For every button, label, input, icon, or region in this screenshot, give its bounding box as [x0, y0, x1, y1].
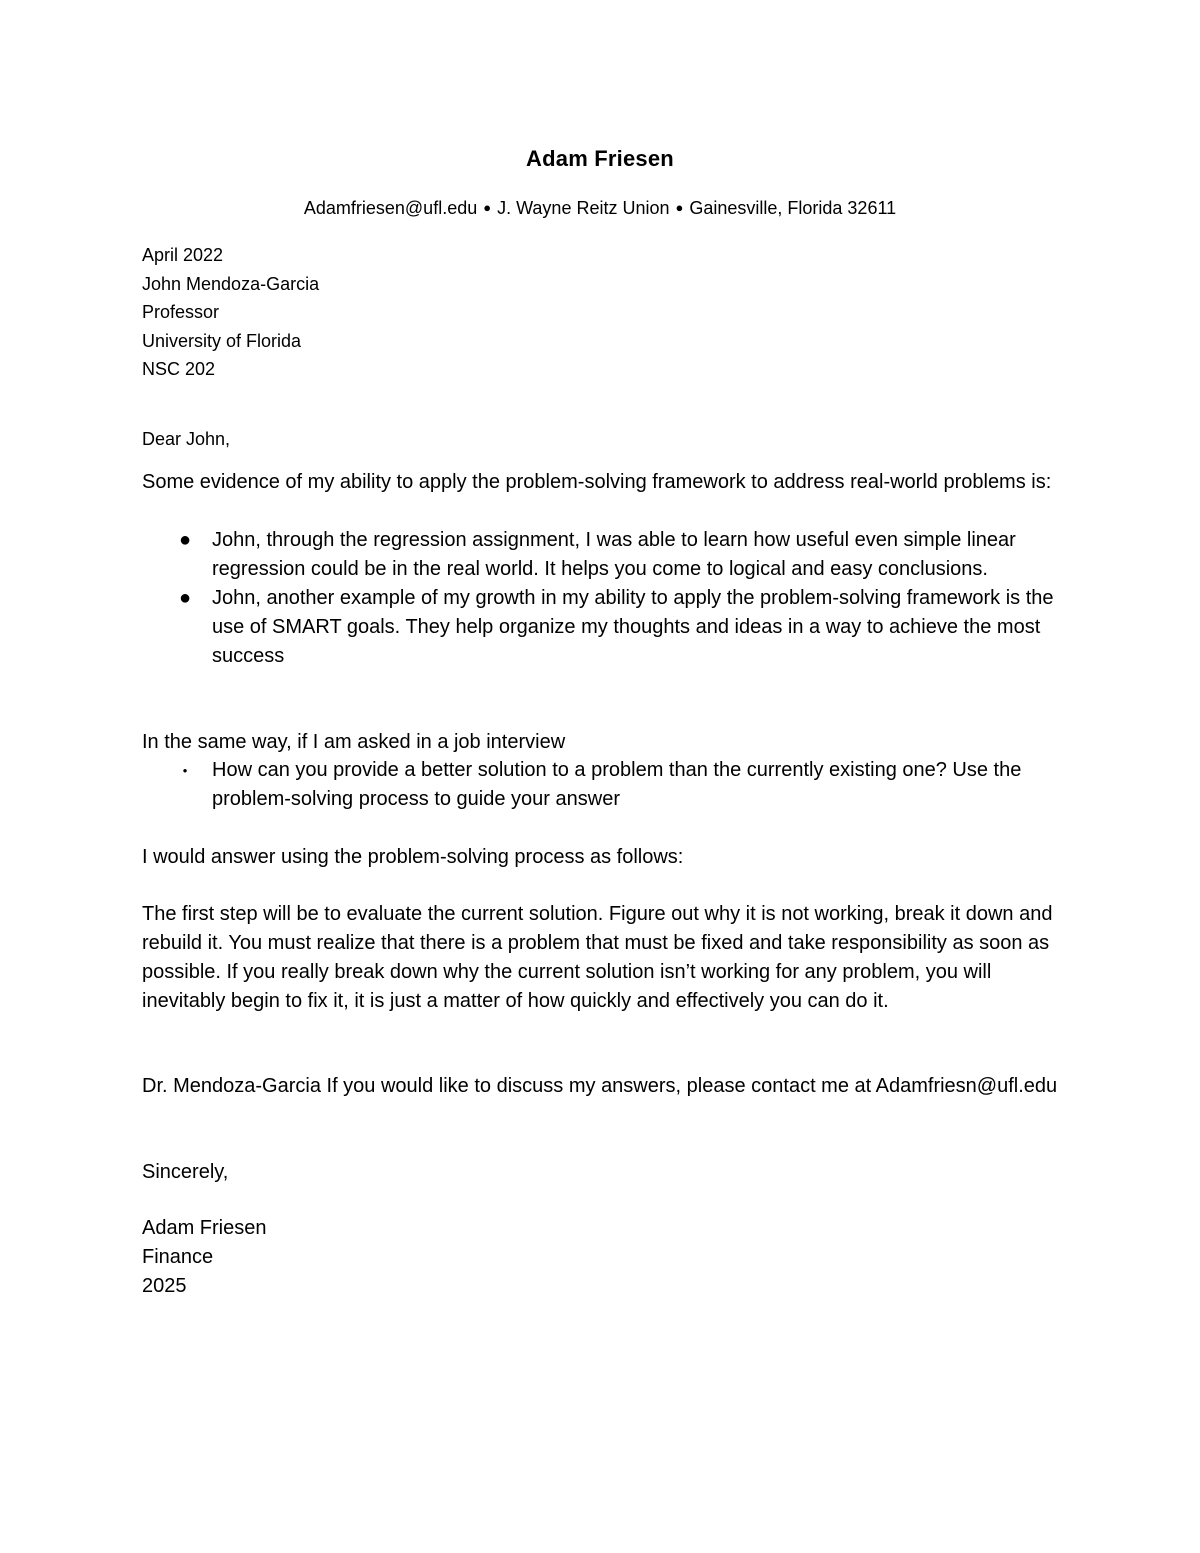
separator-dot-icon: ●: [675, 200, 684, 215]
answer-intro: I would answer using the problem-solving process as follows:: [142, 846, 684, 868]
recipient-course: NSC 202: [142, 359, 216, 379]
separator-dot-icon: ●: [483, 200, 492, 215]
letter-header-name: Adam Friesen: [526, 146, 674, 171]
contact-city: Gainesville, Florida 32611: [689, 198, 897, 218]
interview-intro: In the same way, if I am asked in a job interview: [142, 731, 566, 753]
list-item-text: How can you provide a better solution to a problem than the currently existing one? Use the problem-solving process to guide your answer: [212, 759, 1022, 810]
contact-line: [0, 198, 1200, 219]
bullet-icon: ●: [178, 529, 192, 551]
salutation: Dear John,: [142, 429, 231, 449]
signature-year: 2025: [142, 1275, 187, 1297]
bullet-icon: •: [182, 763, 188, 778]
interview-list: [142, 756, 1072, 814]
signature-major: Finance: [142, 1246, 214, 1268]
recipient-title: Professor: [142, 302, 220, 322]
recipient-name: John Mendoza-Garcia: [142, 273, 320, 294]
signature-block: [142, 1214, 267, 1301]
contact-note: Dr. Mendoza-Garcia If you would like to discuss my answers, please contact me at Adamfriesn@ufl.edu: [142, 1075, 1058, 1097]
evidence-list: [142, 526, 1072, 671]
signature-name: Adam Friesen: [142, 1217, 267, 1239]
recipient-block: [142, 241, 319, 384]
list-item-text: John, another example of my growth in my ability to apply the problem-solving framework is the use of SMART goals. They help organize my thoughts and ideas in a way to achieve the most success: [212, 587, 1054, 667]
list-item: [142, 756, 1072, 814]
closing: Sincerely,: [142, 1161, 229, 1183]
list-item: [142, 526, 1072, 584]
list-item: [142, 584, 1072, 671]
contact-location: J. Wayne Reitz Union: [497, 198, 670, 218]
contact-email: Adamfriesen@ufl.edu: [303, 198, 478, 218]
bullet-icon: ●: [178, 587, 192, 609]
answer-paragraph: The first step will be to evaluate the current solution. Figure out why it is not working, break it down and rebuild it. You must realize that there is a problem that must be fixed and take responsibility as soon as possible. If you really break down why the current solution isn’t working for any problem, you will inevitably begin to fix it, it is just a matter of how quickly and effectively you can do it.: [142, 903, 1053, 1012]
intro-paragraph: Some evidence of my ability to apply the problem-solving framework to address real-world problems is:: [142, 471, 1052, 493]
list-item-text: John, through the regression assignment, I was able to learn how useful even simple linear regression could be in the real world. It helps you come to logical and easy conclusions.: [212, 529, 1016, 580]
recipient-institution: University of Florida: [142, 330, 302, 351]
letter-date: April 2022: [142, 245, 224, 265]
